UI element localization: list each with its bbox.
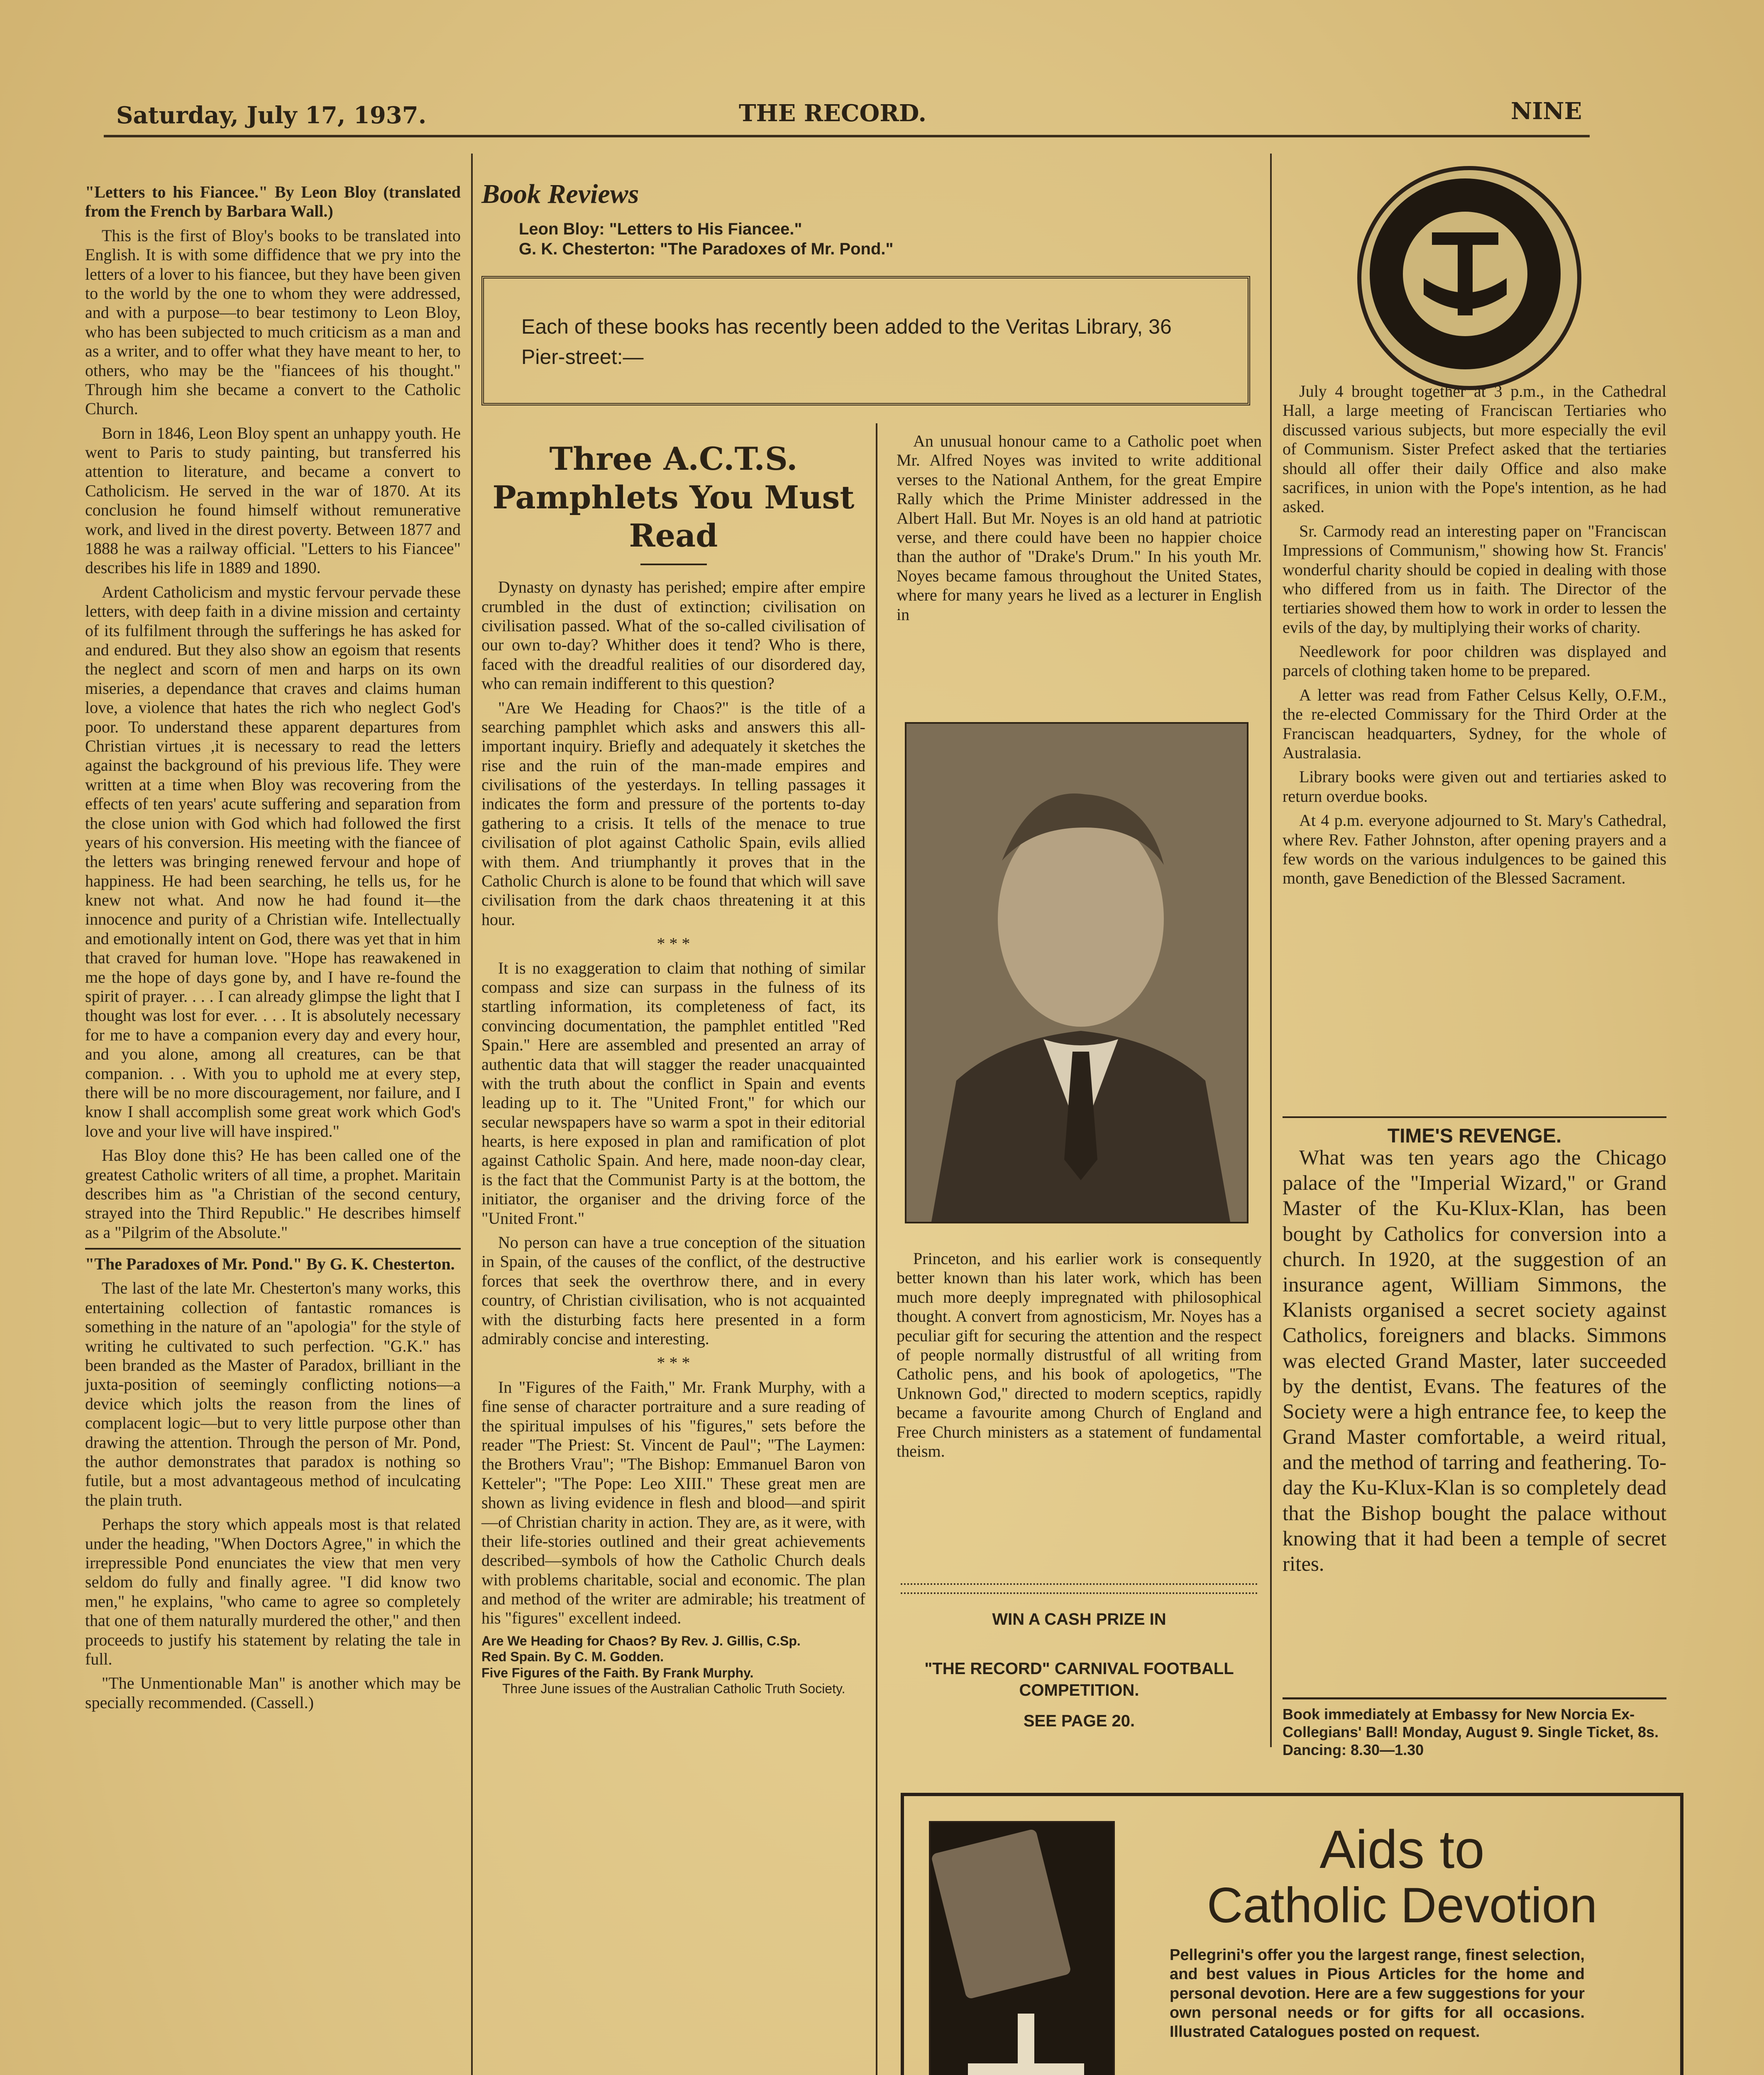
paragraph: Princeton, and his earlier work is consequently better known than his later work, which has been much more deeply impregnated with philosophical thought. A convert from agnosticism, Mr. Noyes has a peculiar gift for securing the attention and the respect of people normally distrustful of all writing from Catholic pens, and his book of apologetics, "The Unknown God," directed to modern sceptics, rapidly became a favourite among Church of England and Free Church ministers as a statement of fundamental theism. [897,1249,1262,1460]
column-1 [85,183,461,2075]
column-4 [1283,382,1666,1112]
review-heading-bloy: "Letters to his Fiancee." By Leon Bloy (translated from the French by Barbara Wall.) [85,183,461,221]
paragraph: Has Bloy done this? He has been called one of the greatest Catholic writers of all time, a prophet. Maritain describes him as "a Christian of the second century, strayed into the Third Republic." He describes himself as a "Pilgrim of the Absolute." [85,1146,461,1242]
ornament-rule [901,1583,1258,1594]
column-divider [876,423,877,2075]
ad-intro: Pellegrini's offer you the largest range, finest selection, and best values in Pious Articles for the home and personal devotion. Here are a few suggestions for your own personal needs or for gifts for all occasions. Illustrated Catalogues posted on request. [1170,1946,1585,2041]
book-reviews-title: Book Reviews [481,179,639,209]
paragraph: "Are We Heading for Chaos?" is the title of a searching pamphlet which asks and answers this all-important inquiry. Briefly and adequately it sketches the rise and the ruin of the man-made empires and civilisations of the yesterdays. In telling passages it indicates the form and pressure of the portents to-day gathering to a crisis. It tells of the menace to true civilisation of plot against Catholic Spain, evils allied with them. And triumphantly it proves that in the Catholic Church is alone to be found that which will save civilisation from the dark chaos threatening it at this hour. [481,698,865,929]
column-3-continued [897,1249,1262,1565]
paragraph: Dynasty on dynasty has perished; empire after empire crumbled in the dust of extinction; civilisation on civilisation passed. What of the so-called civilisation of our own to-day? Whither does it tend? Who is there, faced with the dreadful realities of our disordered day, who can remain indifferent to this question? [481,578,865,693]
paragraph: No person can have a true conception of the situation in Spain, of the causes of the conflict, of the destructive forces that seek the overthrow there, and in every country, of Christian civilisation, who is not acquainted with the disturbing facts here presented in a form admirably concise and interesting. [481,1233,865,1348]
paragraph: A letter was read from Father Celsus Kelly, O.F.M., the re-elected Commissary for the Third Order at the Franciscan headquarters, Sydney, for the whole of Australasia. [1283,685,1666,762]
pamphlet-credit: Five Figures of the Faith. By Frank Murphy. [481,1665,754,1680]
paragraph: The last of the late Mr. Chesterton's many works, this entertaining collection of fantastic romances is something in the nature of an "apologia" for the style of writing he cultivated to such perfection. "G.K." has been branded as the Master of Paradox, brilliant in the juxta-position of seemingly conflicting notions—a device which jolts the reason from the lines of complacent logic—but to very little purpose other than drawing the attention. Through the person of Mr. Pond, the author demonstrates that paradox is nothing so futile, but a most advantageous method of inculcating the plain truth. [85,1279,461,1509]
paragraph: In "Figures of the Faith," Mr. Frank Murphy, with a fine sense of character portraiture and a sure reading of the spiritual impulses of his "figures," sets before the reader "The Priest: St. Vincent de Paul"; "The Laymen: the Brothers Vrau"; "The Bishop: Emmanuel Baron von Ketteler"; "The Pope: Leo XIII." These great men are shown as living evidence in flesh and blood—and spirit—of Christian charity in action. They are, as it were, with their life-stories outlined and their great achievements described—symbols of how the Catholic Church deals with problems charitable, social and economic. The plan and method of the writer are admirable; his treatment of his "figures" excellent indeed. [481,1377,865,1628]
ball-notice: Book immediately at Embassy for New Norcia Ex-Collegians' Ball! Monday, August 9. Single Ticket, 8s. Dancing: 8.30—1.30 [1283,1697,1666,1759]
ad-title [1136,1821,1668,1933]
separator-stars: * * * [657,1353,690,1372]
paragraph: This is the first of Bloy's books to be translated into English. It is with some diffidence that we pry into the letters of a lover to his fiancee, but they have been given to the world by the one to whom they were addressed, and with a purpose—to bear testimony to Leon Bloy, who has been subjected to much criticism as a man and as a writer, and to offer what they have meant to her, to others, who may be the "fiancees of his thought." Through him she became a convert to the Catholic Church. [85,226,461,418]
paragraph: "The Unmentionable Man" is another which may be specially recommended. (Cassell.) [85,1674,461,1712]
pamphlet-credit: Three June issues of the Australian Catholic Truth Society. [502,1681,845,1697]
ad-title-line: Aids to [1319,1819,1485,1880]
pamphlets-title: Three A.C.T.S. Pamphlets You Must Read [492,440,855,554]
masthead-page: NINE [1511,98,1582,125]
paragraph: Perhaps the story which appeals most is that related under the heading, "When Doctors Agree," in which the irrepressible Pond enunciates the view that men very seldom do fully and finally agree. "I did know two men," he explains, "who came to agree so completely that one of them naturally murdered the other," and then proceeds to justify his statement by relating the tale in full. [85,1515,461,1668]
alfred-noyes-photo [905,722,1248,1223]
column-3 [897,432,1262,697]
veritas-library-text: Each of these books has recently been added to the Veritas Library, 36 Pier-street:— [521,315,1172,369]
franciscan-seal [1357,166,1581,390]
paragraph: An unusual honour came to a Catholic poet when Mr. Alfred Noyes was invited to write additional verses to the National Anthem, for the great Empire Rally which the Prime Minister addressed in the Albert Hall. But Mr. Noyes is an old hand at patriotic verse, and there could have been no happier choice than the author of "Drake's Drum." In his youth Mr. Noyes became famous throughout the United States, where for many years he lived as a lecturer in English in [897,432,1262,624]
times-revenge-article: What was ten years ago the Chicago palace of the "Imperial Wizard," or Grand Master of the Ku-Klux-Klan, has been bought by Catholics for conversion into a church. In 1920, at the suggestion of an insurance agent, William Simmons, the Klanists organised a secret society against Catholics, foreigners and blacks. Simmons was elected Grand Master, later succeeded by the dentist, Evans. The features of the Society were a high entrance fee, to keep the Grand Master comfortable, a weird ritual, and the method of tarring and feathering. To-day the Ku-Klux-Klan is so completely dead that the Bishop bought the palace without knowing that it had been a temple of secret rites. [1283,1146,1666,1576]
paragraph: It is no exaggeration to claim that nothing of similar compass and size can surpass in the fulness of its startling information, its completeness of fact, its convincing documentation, the pamphlet entitled "Red Spain." Here are assembled and presented an array of authentic data that will stagger the reader unacquainted with the truth about the conflict in Spain and events leading up to it. The "United Front," for which our secular newspapers have so warm a spot in their editorial hearts, is here exposed in plan and ramification of plot against Catholic Spain. And here, made noon-day clear, is the fact that the Communist Party is at the bottom, the initiator, the organiser and the driving force of the "United Front." [481,958,865,1228]
separator-stars: * * * [657,934,690,953]
paragraph: Needlework for poor children was displayed and parcels of clothing taken home to be prepared. [1283,642,1666,680]
review-heading-chesterton: "The Paradoxes of Mr. Pond." By G. K. Chesterton. [85,1255,455,1274]
times-revenge-title: TIME'S REVENGE. [1283,1116,1666,1147]
portrait-image [906,724,1247,1222]
masthead-rule [104,135,1590,137]
paragraph: Library books were given out and tertiaries asked to return overdue books. [1283,767,1666,806]
cash-prize-line: WIN A CASH PRIZE IN [992,1610,1166,1628]
cash-prize-line: SEE PAGE 20. [1023,1712,1135,1730]
pellegrini-advertisement [901,1793,1683,2075]
crucifix-rosary-icon [931,1823,1113,2075]
cash-prize-line: "THE RECORD" CARNIVAL FOOTBALL COMPETITION. [924,1660,1234,1699]
paragraph: July 4 brought together at 3 p.m., in the Cathedral Hall, a large meeting of Franciscan Tertiaries who discussed various subjects, but more especially the evil of Communism. Sister Prefect asked that the tertiaries should all offer their daily Office and also make sacrifices, in union with the Pope's intention, as he had asked. [1283,382,1666,516]
paragraph: At 4 p.m. everyone adjourned to St. Mary's Cathedral, where Rev. Father Johnston, after opening prayers and a few words on the various indulgences to be gained this month, gave Benediction of the Blessed Sacrament. [1283,811,1666,888]
pamphlet-credit: Red Spain. By C. M. Godden. [481,1649,664,1665]
pamphlet-credit: Are We Heading for Chaos? By Rev. J. Gillis, C.Sp. [481,1633,801,1648]
review-subhead: G. K. Chesterton: "The Paradoxes of Mr. Pond." [519,240,894,258]
paragraph: Born in 1846, Leon Bloy spent an unhappy youth. He went to Paris to study painting, but transferred his attention to literature, and became a convert to Catholicism. He served in the war of 1870. At its conclusion he found himself without remunerative work, and lived in the direst poverty. Between 1877 and 1888 he was a railway official. "Letters to his Fiancee" describes his life in 1889 and 1890. [85,423,461,577]
paragraph: Sr. Carmody read an interesting paper on "Franciscan Impressions of Communism," showing how St. Francis' wonderful charity should be copied in dealing with those who differed from us in faith. The Director of the tertiaries showed them how to work in order to lessen the evils of the day, by multiplying their works of charity. [1283,521,1666,637]
column-divider [1270,154,1272,1747]
paragraph: Ardent Catholicism and mystic fervour pervade these letters, with deep faith in a divine mission and certainty of its fulfilment through the sufferings he has asked for and endured. But they also show an egoism that resents the neglect and scorn of men and harps on its own miseries, a dependance that craves and claims human love, a violence that hates the rich who neglect God's poor. To understand these apparent departures from Christian virtues ,it is necessary to read the letters against the background of his previous life. They were written at a time when Bloy was recovering from the effects of ten years' acute suffering and separation from the close union with God which had followed the first years of his conversion. His meeting with the fiancee of the letters was bringing renewed fervour and hope of happiness. He had been searching, he tells us, for he knew not what. And now he had found it—the innocence and purity of a Christian wife. Intellectually and emotionally intent on God, there was yet that in him that craved for human love. "Hope has reawakened in me the hope of days gone by, and I have re-found the spirit of prayer. . . . I can already glimpse the light that I thought was lost for ever. . . . It is absolutely necessary for me to have a companion every day and every hour, and you alone, among all creatures, can be that companion. . . With you to uphold me at every step, there will be no more discouragement, nor failure, and I know I shall accomplish some great work which God's love and your live will have inspired." [85,582,461,1140]
column-2 [481,432,865,2075]
review-subhead: Leon Bloy: "Letters to His Fiancee." [519,220,802,238]
devotional-items-illustration [929,1821,1115,2075]
cash-prize-notice [897,1610,1262,1731]
masthead-title: THE RECORD. [739,100,926,127]
ad-title-line: Catholic Devotion [1207,1877,1598,1933]
masthead-date: Saturday, July 17, 1937. [116,102,427,129]
column-divider [471,154,473,2075]
seal-icon [1361,170,1569,378]
veritas-library-box [481,276,1250,405]
